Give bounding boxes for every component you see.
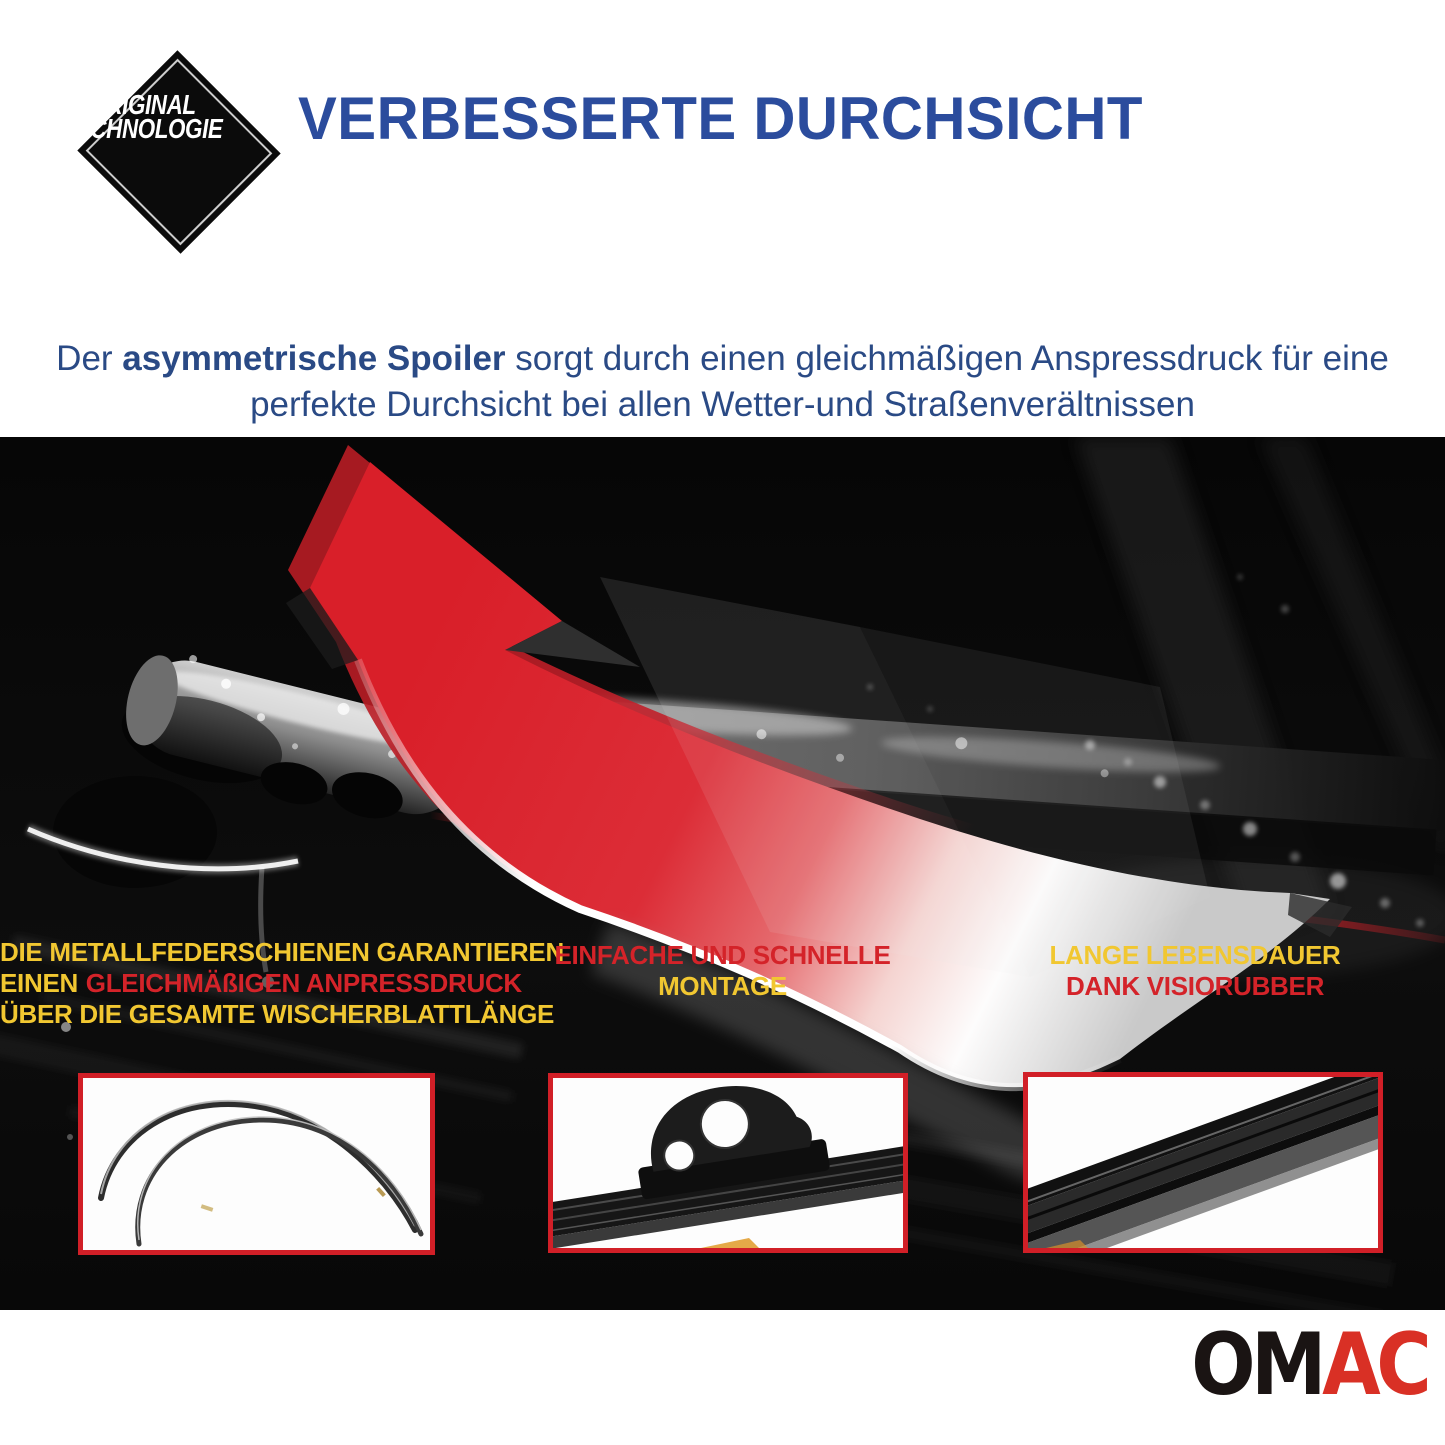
- omac-logo: [1190, 1315, 1427, 1415]
- adapter-drawing: [553, 1078, 903, 1248]
- intro-line1: Der asymmetrische Spoiler sorgt durch einen gleichmäßigen Anspressdruck für eine: [56, 339, 1389, 378]
- adapter-mount-photo: [548, 1073, 908, 1253]
- logo-text-black: OM: [1190, 1315, 1322, 1415]
- badge-line-1: ORIGINAL: [89, 88, 196, 120]
- feature-easy-montage: EINFACHE UND SCHNELLE MONTAGE: [554, 940, 891, 1001]
- intro-text: [0, 336, 1445, 428]
- feature-metal-rails: DIE METALLFEDERSCHIENEN GARANTIEREN EINEN GLEICHMÄßIGEN ANPRESSDRUCK ÜBER DIE GESAMTE WISCHERBLATTLÄNGE: [0, 937, 564, 1029]
- page-title: VERBESSERTE DURCHSICHT: [298, 85, 1143, 152]
- feature-long-life: LANGE LEBENSDAUER DANK VISIORUBBER: [1049, 940, 1341, 1001]
- spring-rails-drawing: [83, 1078, 430, 1250]
- spring-rails-photo: [78, 1073, 435, 1255]
- intro-line2: perfekte Durchsicht bei allen Wetter-und Straßenverältnissen: [250, 385, 1195, 424]
- hero-image: [0, 437, 1445, 1310]
- rubber-drawing: [1028, 1077, 1378, 1248]
- badge-line-2: TECHNOLOGIE: [62, 112, 223, 144]
- logo-text-red: AC: [1321, 1315, 1427, 1415]
- rubber-blade-photo: [1023, 1072, 1383, 1253]
- original-technologie-badge: [37, 25, 248, 230]
- footer: [0, 1310, 1445, 1445]
- intro-bold: asymmetrische Spoiler: [122, 339, 506, 378]
